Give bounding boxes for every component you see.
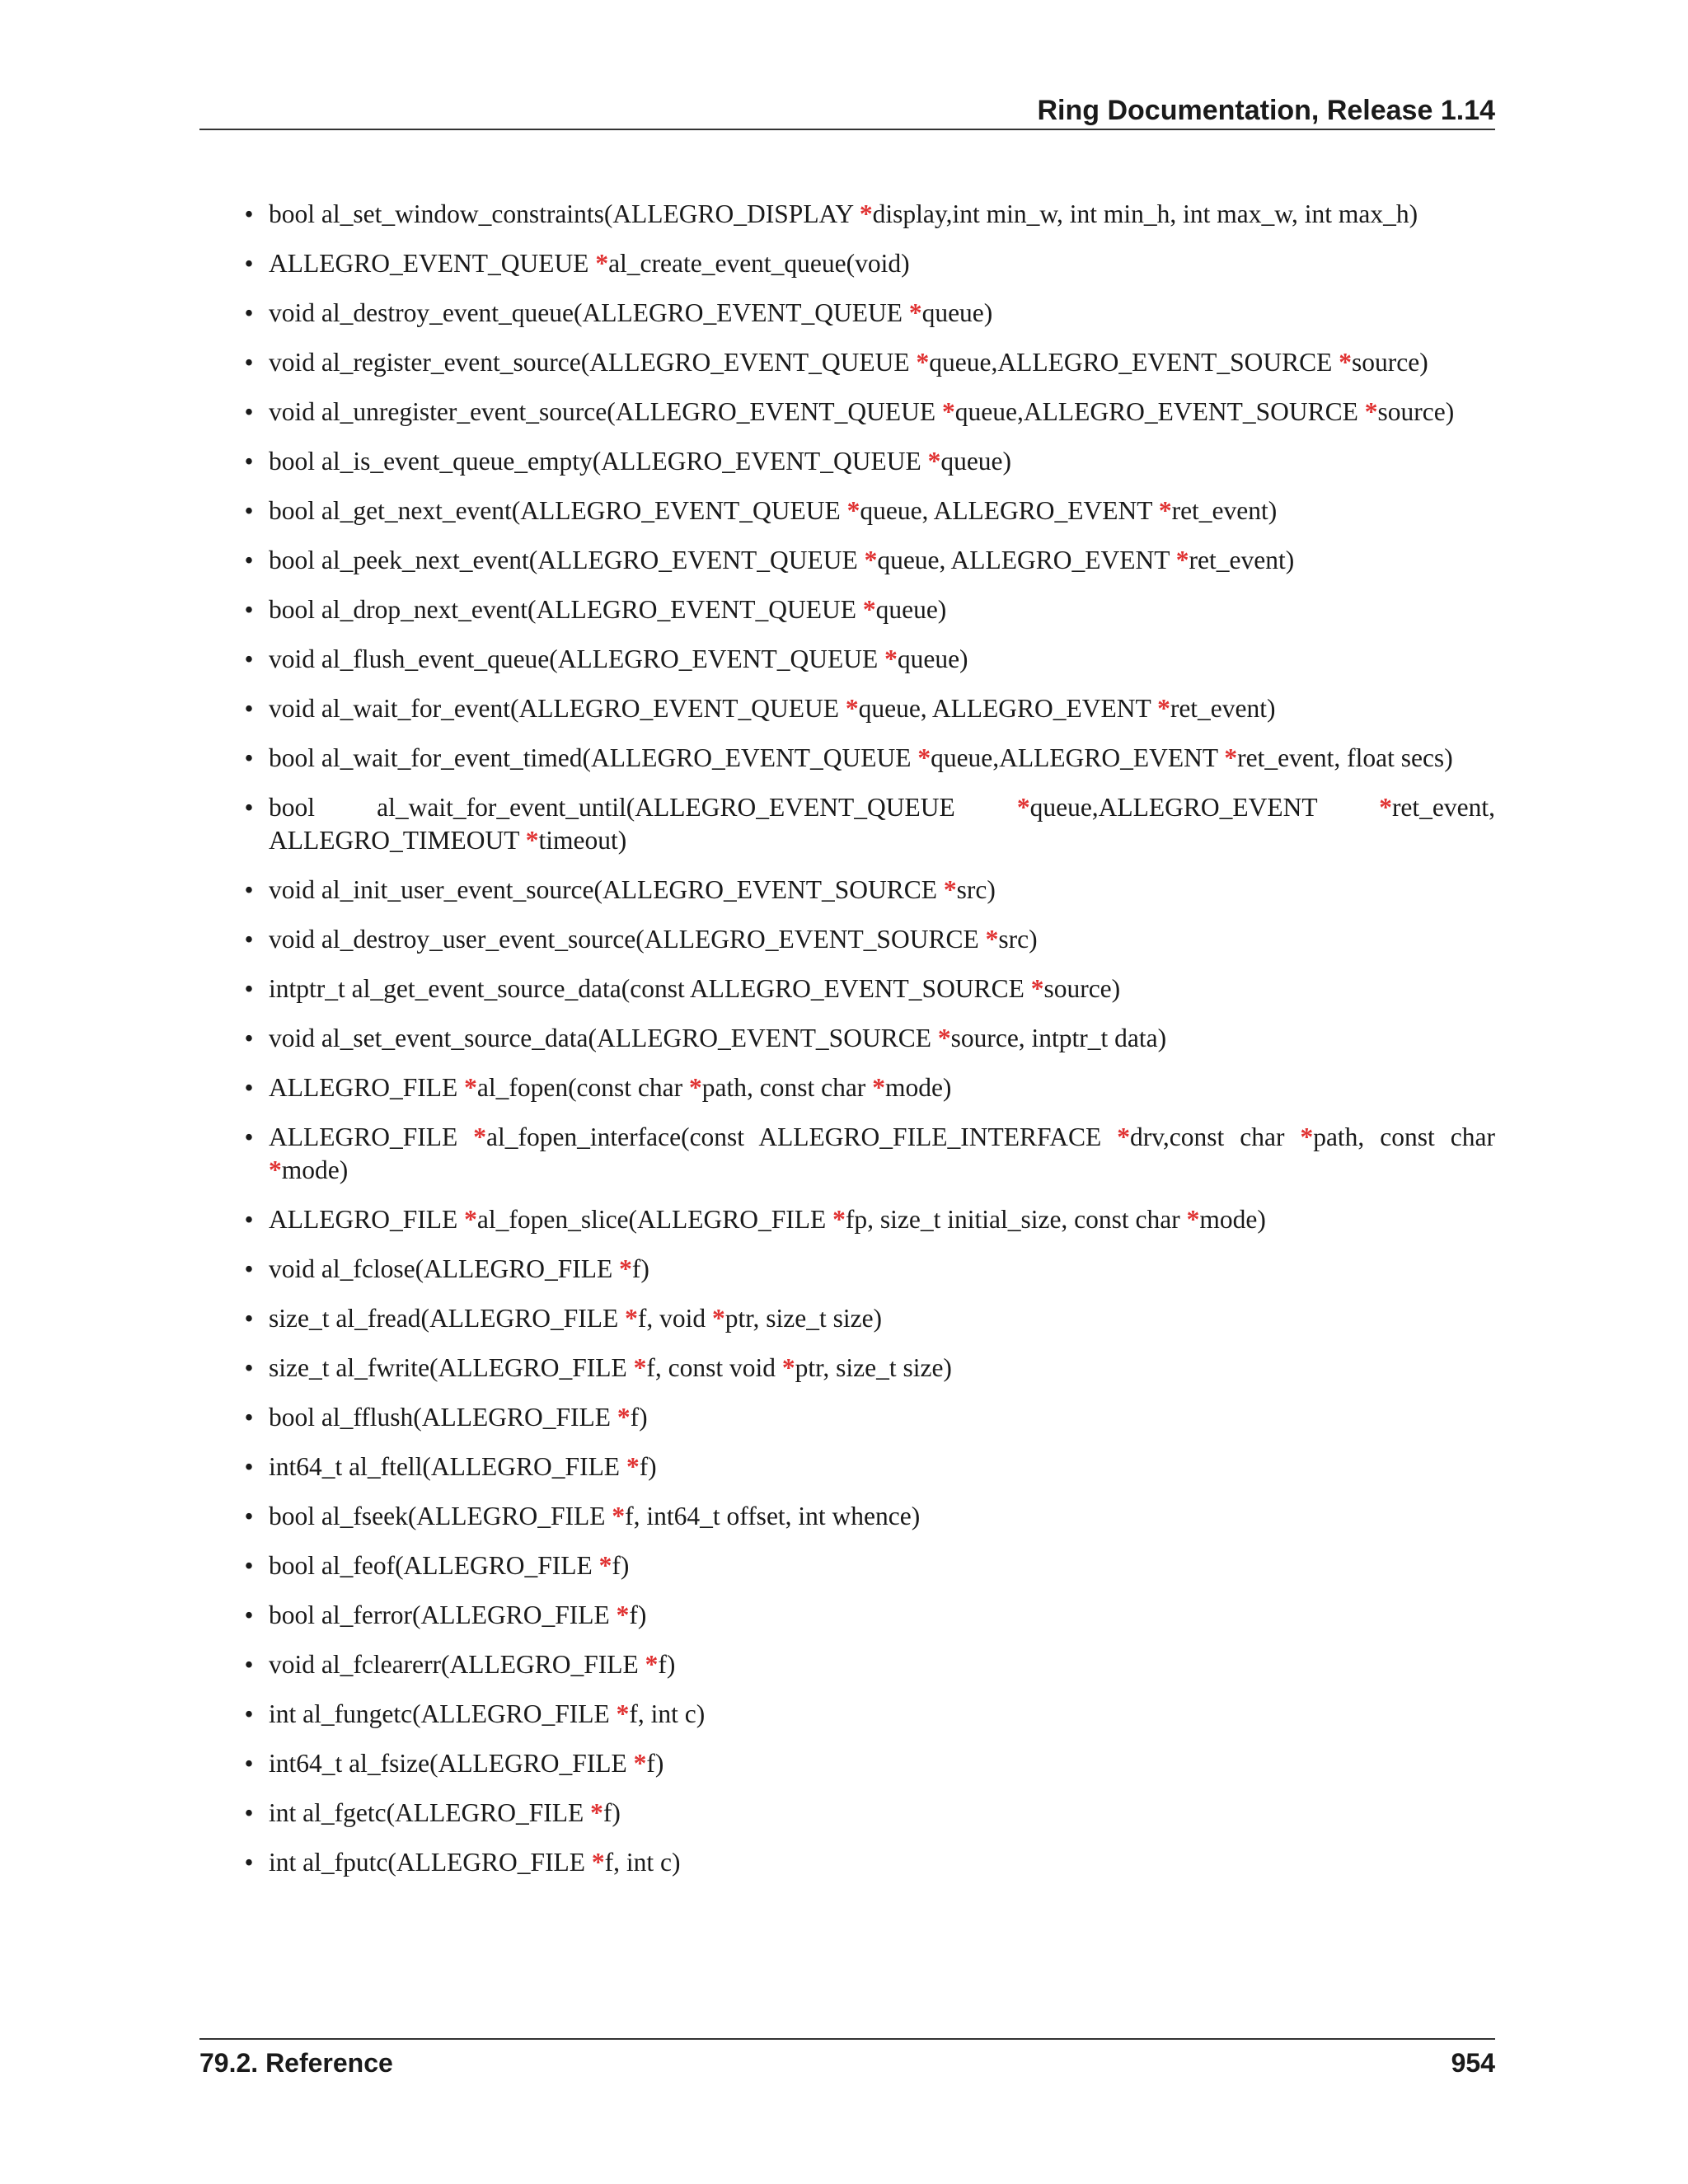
bullet-icon: • (244, 1353, 254, 1382)
signature-segment: ptr, size_t size) (724, 1304, 883, 1333)
document-title: Ring Documentation, Release 1.14 (1037, 95, 1495, 126)
function-signature-item (239, 1121, 1495, 1187)
bullet-icon: • (244, 1749, 254, 1778)
function-signature-item (239, 297, 1495, 330)
pointer-asterisk: * (862, 595, 876, 624)
signature-segment: path, const char (701, 1073, 873, 1102)
signature-segment: bool al_feof(ALLEGRO_FILE (269, 1551, 599, 1580)
signature-segment: int al_fgetc(ALLEGRO_FILE (269, 1798, 591, 1827)
bullet-icon: • (244, 743, 254, 772)
pointer-asterisk: * (859, 199, 873, 228)
bullet-icon: • (244, 1024, 254, 1052)
function-signature-item (239, 874, 1495, 907)
pointer-asterisk: * (473, 1122, 486, 1151)
function-signature-text (269, 793, 1495, 855)
pointer-asterisk: * (845, 694, 859, 723)
bullet-icon: • (244, 397, 254, 426)
function-signature-text (269, 199, 1418, 228)
bullet-icon: • (244, 298, 254, 327)
function-signature-text (269, 1798, 621, 1827)
function-signature-item (239, 1599, 1495, 1632)
signature-segment: ALLEGRO_FILE (269, 1073, 465, 1102)
section-title: 79.2. Reference (199, 2048, 393, 2078)
signature-segment: bool al_get_next_event(ALLEGRO_EVENT_QUEUE (269, 496, 847, 525)
signature-segment: f, void (637, 1304, 712, 1333)
function-signature-text (269, 298, 992, 327)
pointer-asterisk: * (1016, 793, 1030, 822)
signature-segment: queue) (940, 447, 1012, 476)
pointer-asterisk: * (872, 1073, 885, 1102)
function-signature-text (269, 1073, 951, 1102)
function-signature-item (239, 346, 1495, 379)
function-signature-item (239, 198, 1495, 231)
function-signature-item (239, 1698, 1495, 1731)
pointer-asterisk: * (916, 348, 930, 377)
signature-segment: queue, ALLEGRO_EVENT (858, 694, 1158, 723)
signature-segment: mode) (884, 1073, 952, 1102)
function-signature-item (239, 1747, 1495, 1780)
signature-segment: queue,ALLEGRO_EVENT_SOURCE (954, 397, 1365, 426)
function-signature-text (269, 1254, 649, 1283)
function-signature-text (269, 249, 910, 278)
signature-segment: size_t al_fread(ALLEGRO_FILE (269, 1304, 626, 1333)
function-signature-text (269, 1024, 1166, 1052)
function-signature-text (269, 1699, 705, 1728)
bullet-icon: • (244, 1304, 254, 1333)
signature-segment: ret_event) (1189, 546, 1295, 574)
function-signature-text (269, 1353, 952, 1382)
bullet-icon: • (244, 1798, 254, 1827)
bullet-icon: • (244, 546, 254, 574)
pointer-asterisk: * (464, 1205, 477, 1234)
function-signature-text (269, 397, 1454, 426)
signature-segment: void al_fclose(ALLEGRO_FILE (269, 1254, 620, 1283)
function-signature-text (269, 1122, 1495, 1184)
signature-segment: ALLEGRO_FILE (269, 1122, 474, 1151)
bullet-icon: • (244, 199, 254, 228)
pointer-asterisk: * (1224, 743, 1238, 772)
pointer-asterisk: * (633, 1353, 647, 1382)
signature-segment: int64_t al_fsize(ALLEGRO_FILE (269, 1749, 634, 1778)
function-signature-item (239, 1071, 1495, 1104)
bullet-icon: • (244, 496, 254, 525)
signature-segment: al_fopen_slice(ALLEGRO_FILE (476, 1205, 833, 1234)
bullet-icon: • (244, 1452, 254, 1481)
signature-segment: al_create_event_queue(void) (608, 249, 910, 278)
pointer-asterisk: * (864, 546, 878, 574)
function-signature-text (269, 1403, 648, 1432)
pointer-asterisk: * (1117, 1122, 1130, 1151)
function-signature-item (239, 593, 1495, 626)
signature-segment: void al_unregister_event_source(ALLEGRO_EVENT_QUEUE (269, 397, 943, 426)
pointer-asterisk: * (985, 925, 999, 954)
function-signature-text (269, 925, 1038, 954)
bullet-icon: • (244, 925, 254, 954)
signature-segment: ret_event, float secs) (1237, 743, 1453, 772)
function-signature-item (239, 1500, 1495, 1533)
function-signature-text (269, 1205, 1266, 1234)
pointer-asterisk: * (590, 1798, 603, 1827)
signature-segment: bool al_ferror(ALLEGRO_FILE (269, 1601, 617, 1629)
signature-segment: timeout) (538, 826, 627, 855)
pointer-asterisk: * (633, 1749, 647, 1778)
bullet-icon: • (244, 1551, 254, 1580)
signature-segment: ptr, size_t size) (795, 1353, 952, 1382)
page-footer (199, 2038, 1495, 2081)
function-signature-item (239, 972, 1495, 1005)
bullet-icon: • (244, 1650, 254, 1679)
pointer-asterisk: * (1030, 974, 1044, 1003)
pointer-asterisk: * (1300, 1122, 1314, 1151)
bullet-icon: • (244, 595, 254, 624)
signature-segment: int al_fputc(ALLEGRO_FILE (269, 1848, 592, 1877)
function-signature-text (269, 1848, 681, 1877)
pointer-asterisk: * (625, 1304, 638, 1333)
pointer-asterisk: * (1339, 348, 1352, 377)
signature-segment: ALLEGRO_FILE (269, 1205, 465, 1234)
pointer-asterisk: * (908, 298, 922, 327)
signature-segment: ALLEGRO_EVENT_QUEUE (269, 249, 596, 278)
function-signature-text (269, 974, 1120, 1003)
function-signature-item (239, 445, 1495, 478)
signature-segment: size_t al_fwrite(ALLEGRO_FILE (269, 1353, 634, 1382)
function-signature-text (269, 694, 1276, 723)
signature-segment: queue) (921, 298, 993, 327)
signature-segment: f) (658, 1650, 676, 1679)
pointer-asterisk: * (937, 1024, 951, 1052)
bullet-icon: • (244, 1502, 254, 1530)
page-content (239, 198, 1495, 1896)
function-signature-item (239, 1401, 1495, 1434)
function-signature-item (239, 1302, 1495, 1335)
pointer-asterisk: * (595, 249, 609, 278)
signature-segment: bool al_set_window_constraints(ALLEGRO_DISPLAY (269, 199, 860, 228)
pointer-asterisk: * (781, 1353, 795, 1382)
function-signature-item (239, 791, 1495, 857)
signature-segment: source) (1377, 397, 1455, 426)
signature-segment: drv,const char (1129, 1122, 1301, 1151)
signature-segment: void al_wait_for_event(ALLEGRO_EVENT_QUEUE (269, 694, 846, 723)
signature-segment: int64_t al_ftell(ALLEGRO_FILE (269, 1452, 626, 1481)
pointer-asterisk: * (927, 447, 941, 476)
function-signature-item (239, 1022, 1495, 1055)
bullet-icon: • (244, 1205, 254, 1234)
function-signature-text (269, 447, 1011, 476)
signature-segment: mode) (281, 1155, 349, 1184)
signature-segment: f) (603, 1798, 621, 1827)
pointer-asterisk: * (1158, 496, 1172, 525)
signature-segment: f) (612, 1551, 630, 1580)
signature-segment: src) (998, 925, 1038, 954)
function-signature-list (239, 198, 1495, 1879)
pointer-asterisk: * (619, 1254, 632, 1283)
function-signature-item (239, 1648, 1495, 1681)
signature-segment: void al_fclearerr(ALLEGRO_FILE (269, 1650, 645, 1679)
function-signature-text (269, 595, 946, 624)
signature-segment: ret_event) (1170, 694, 1276, 723)
signature-segment: source, intptr_t data) (950, 1024, 1167, 1052)
signature-segment: queue,ALLEGRO_EVENT_SOURCE (929, 348, 1339, 377)
signature-segment: mode) (1199, 1205, 1266, 1234)
signature-segment: f) (646, 1749, 664, 1778)
function-signature-text (269, 743, 1453, 772)
signature-segment: bool al_fflush(ALLEGRO_FILE (269, 1403, 617, 1432)
signature-segment: source) (1351, 348, 1428, 377)
page-number: 954 (1451, 2048, 1495, 2078)
signature-segment: display,int min_w, int min_h, int max_w, int max_h) (872, 199, 1418, 228)
function-signature-item (239, 1451, 1495, 1483)
signature-segment: al_fopen(const char (476, 1073, 689, 1102)
pointer-asterisk: * (1186, 1205, 1200, 1234)
signature-segment: bool al_wait_for_event_until(ALLEGRO_EVENT_QUEUE (269, 793, 1017, 822)
bullet-icon: • (244, 348, 254, 377)
signature-segment: al_fopen_interface(const ALLEGRO_FILE_INTERFACE (485, 1122, 1118, 1151)
function-signature-item (239, 396, 1495, 429)
function-signature-item (239, 692, 1495, 725)
function-signature-item (239, 1797, 1495, 1830)
function-signature-text (269, 1601, 646, 1629)
pointer-asterisk: * (884, 644, 898, 673)
function-signature-item (239, 643, 1495, 676)
signature-segment: f) (639, 1452, 657, 1481)
function-signature-text (269, 875, 996, 904)
signature-segment: void al_destroy_user_event_source(ALLEGRO_EVENT_SOURCE (269, 925, 986, 954)
signature-segment: queue, ALLEGRO_EVENT (860, 496, 1159, 525)
signature-segment: ret_event, ALLEGRO_TIMEOUT (269, 793, 1495, 855)
pointer-asterisk: * (1379, 793, 1392, 822)
signature-segment: f) (631, 1254, 649, 1283)
function-signature-text (269, 644, 968, 673)
bullet-icon: • (244, 644, 254, 673)
pointer-asterisk: * (617, 1403, 631, 1432)
pointer-asterisk: * (269, 1155, 282, 1184)
page-header (199, 92, 1495, 130)
signature-segment: bool al_fseek(ALLEGRO_FILE (269, 1502, 612, 1530)
signature-segment: int al_fungetc(ALLEGRO_FILE (269, 1699, 617, 1728)
signature-segment: queue,ALLEGRO_EVENT (931, 743, 1225, 772)
signature-segment: bool al_wait_for_event_timed(ALLEGRO_EVENT_QUEUE (269, 743, 918, 772)
function-signature-text (269, 496, 1277, 525)
bullet-icon: • (244, 974, 254, 1003)
pointer-asterisk: * (626, 1452, 640, 1481)
function-signature-text (269, 1502, 920, 1530)
signature-segment: src) (956, 875, 996, 904)
bullet-icon: • (244, 1601, 254, 1629)
bullet-icon: • (244, 1848, 254, 1877)
signature-segment: bool al_peek_next_event(ALLEGRO_EVENT_QUEUE (269, 546, 865, 574)
function-signature-item (239, 923, 1495, 956)
signature-segment: fp, size_t initial_size, const char (845, 1205, 1187, 1234)
signature-segment: f, int64_t offset, int whence) (625, 1502, 921, 1530)
signature-segment: void al_flush_event_queue(ALLEGRO_EVENT_QUEUE (269, 644, 885, 673)
bullet-icon: • (244, 249, 254, 278)
function-signature-text (269, 1304, 882, 1333)
bullet-icon: • (244, 694, 254, 723)
signature-segment: bool al_drop_next_event(ALLEGRO_EVENT_QUEUE (269, 595, 863, 624)
bullet-icon: • (244, 875, 254, 904)
function-signature-text (269, 1650, 675, 1679)
function-signature-item (239, 1253, 1495, 1286)
signature-segment: source) (1043, 974, 1121, 1003)
pointer-asterisk: * (917, 743, 931, 772)
function-signature-text (269, 1452, 657, 1481)
bullet-icon: • (244, 1254, 254, 1283)
bullet-icon: • (244, 1403, 254, 1432)
signature-segment: queue) (897, 644, 968, 673)
pointer-asterisk: * (612, 1502, 626, 1530)
bullet-icon: • (244, 1122, 254, 1151)
pointer-asterisk: * (712, 1304, 725, 1333)
pointer-asterisk: * (943, 875, 957, 904)
function-signature-text (269, 1749, 663, 1778)
signature-segment: void al_destroy_event_queue(ALLEGRO_EVENT_QUEUE (269, 298, 909, 327)
signature-segment: f, int c) (629, 1699, 706, 1728)
pointer-asterisk: * (616, 1601, 630, 1629)
signature-segment: queue, ALLEGRO_EVENT (877, 546, 1176, 574)
signature-segment: path, const char (1313, 1122, 1495, 1151)
function-signature-text (269, 348, 1428, 377)
function-signature-item (239, 247, 1495, 280)
pointer-asterisk: * (464, 1073, 477, 1102)
function-signature-text (269, 546, 1294, 574)
pointer-asterisk: * (598, 1551, 612, 1580)
signature-segment: f, const void (646, 1353, 782, 1382)
signature-segment: f, int c) (604, 1848, 681, 1877)
bullet-icon: • (244, 793, 254, 822)
pointer-asterisk: * (689, 1073, 702, 1102)
bullet-icon: • (244, 1073, 254, 1102)
signature-segment: bool al_is_event_queue_empty(ALLEGRO_EVENT_QUEUE (269, 447, 928, 476)
signature-segment: void al_init_user_event_source(ALLEGRO_EVENT_SOURCE (269, 875, 944, 904)
signature-segment: void al_set_event_source_data(ALLEGRO_EVENT_SOURCE (269, 1024, 938, 1052)
function-signature-text (269, 1551, 629, 1580)
function-signature-item (239, 1549, 1495, 1582)
bullet-icon: • (244, 447, 254, 476)
pointer-asterisk: * (942, 397, 955, 426)
pointer-asterisk: * (616, 1699, 630, 1728)
function-signature-item (239, 742, 1495, 775)
pointer-asterisk: * (846, 496, 860, 525)
pointer-asterisk: * (1175, 546, 1189, 574)
signature-segment: ret_event) (1171, 496, 1278, 525)
function-signature-item (239, 1846, 1495, 1879)
signature-segment: f) (629, 1601, 647, 1629)
signature-segment: intptr_t al_get_event_source_data(const ALLEGRO_EVENT_SOURCE (269, 974, 1031, 1003)
pointer-asterisk: * (832, 1205, 846, 1234)
function-signature-item (239, 1352, 1495, 1385)
pointer-asterisk: * (645, 1650, 659, 1679)
signature-segment: queue) (875, 595, 947, 624)
signature-segment: void al_register_event_source(ALLEGRO_EVENT_QUEUE (269, 348, 917, 377)
function-signature-item (239, 1203, 1495, 1236)
bullet-icon: • (244, 1699, 254, 1728)
signature-segment: queue,ALLEGRO_EVENT (1029, 793, 1380, 822)
signature-segment: f) (630, 1403, 648, 1432)
pointer-asterisk: * (1157, 694, 1170, 723)
function-signature-item (239, 494, 1495, 527)
pointer-asterisk: * (1364, 397, 1378, 426)
pointer-asterisk: * (525, 826, 539, 855)
pointer-asterisk: * (591, 1848, 605, 1877)
function-signature-item (239, 544, 1495, 577)
